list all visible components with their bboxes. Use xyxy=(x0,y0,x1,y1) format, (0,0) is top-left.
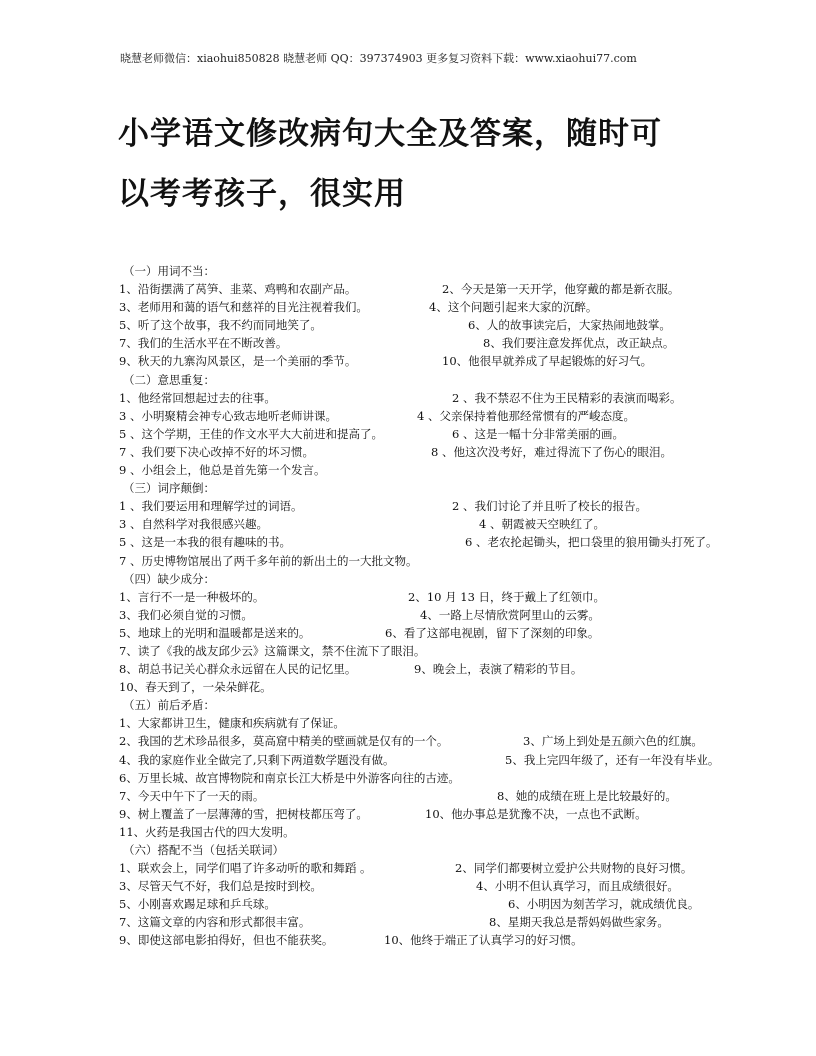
sentence-item: 7、今天中午下了一天的雨。 xyxy=(119,788,265,803)
section-heading: （四）缺少成分： xyxy=(123,571,215,586)
text-line xyxy=(119,280,799,298)
text-line xyxy=(119,841,799,859)
sentence-item: 3、广场上到处是五颜六色的红旗。 xyxy=(523,734,703,749)
section-heading: （六）搭配不当（包括关联词） xyxy=(123,843,284,857)
sentence-item: 4、我的家庭作业全做完了,只剩下两道数学题没有做。 xyxy=(119,752,395,767)
section-heading: （三）词序颠倒： xyxy=(123,481,215,496)
sentence-item: 3 、小明聚精会神专心致志地听老师讲课。 xyxy=(119,408,337,423)
text-line xyxy=(119,533,799,551)
sentence-item: 3、尽管天气不好，我们总是按时到校。 xyxy=(119,879,322,894)
text-line xyxy=(119,624,799,642)
text-line xyxy=(119,913,799,931)
sentence-item: 7、我们的生活水平在不断改善。 xyxy=(119,336,288,351)
text-line xyxy=(119,931,799,949)
text-line xyxy=(119,262,799,280)
sentence-item: 8、我们要注意发挥优点，改正缺点。 xyxy=(483,336,675,351)
text-line xyxy=(119,751,799,769)
section-heading: （二）意思重复： xyxy=(123,372,215,387)
text-line xyxy=(119,316,799,334)
text-line xyxy=(119,515,799,533)
sentence-item: 8、星期天我总是帮妈妈做些家务。 xyxy=(489,915,669,930)
sentence-item: 2、10 月 13 日，终于戴上了红领巾。 xyxy=(408,589,606,604)
sentence-item: 4、一路上尽情欣赏阿里山的云雾。 xyxy=(420,607,600,622)
sentence-item: 5 、这是一本我的很有趣味的书。 xyxy=(119,535,291,550)
sentence-item: 9、即使这部电影拍得好，但也不能获奖。 xyxy=(119,933,334,948)
sentence-item: 6、人的故事读完后，大家热闹地鼓掌。 xyxy=(468,318,671,333)
document-title xyxy=(118,104,718,224)
text-line xyxy=(119,823,799,841)
sentence-item: 9、晚会上，表演了精彩的节目。 xyxy=(414,662,583,677)
sentence-item: 6、小明因为刻苦学习，就成绩优良。 xyxy=(508,897,700,912)
sentence-item: 4 、朝霞被天空映红了。 xyxy=(479,517,605,532)
text-line xyxy=(119,334,799,352)
sentence-item: 2 、我们讨论了并且听了校长的报告。 xyxy=(452,499,647,514)
sentence-item: 10、春天到了，一朵朵鲜花。 xyxy=(119,680,272,695)
sentence-item: 10、他办事总是犹豫不决，一点也不武断。 xyxy=(425,806,647,821)
sentence-item: 2、同学们都要树立爱护公共财物的良好习惯。 xyxy=(455,861,693,876)
sentence-item: 4 、父亲保持着他那经常惯有的严峻态度。 xyxy=(417,408,635,423)
text-line xyxy=(119,877,799,895)
text-line xyxy=(119,787,799,805)
sentence-item: 5 、这个学期，王佳的作文水平大大前进和提高了。 xyxy=(119,426,383,441)
sentence-item: 7 、历史博物馆展出了两千多年前的新出土的一大批文物。 xyxy=(119,553,418,568)
sentence-item: 4、这个问题引起来大家的沉醉。 xyxy=(429,300,598,315)
text-line xyxy=(119,714,799,732)
sentence-item: 6、万里长城、故宫博物院和南京长江大桥是中外游客向往的古迹。 xyxy=(119,770,460,785)
sentence-item: 8、她的成绩在班上是比较最好的。 xyxy=(497,788,677,803)
sentence-item: 6 、老农抡起锄头，把口袋里的狼用锄头打死了。 xyxy=(465,535,718,550)
text-line xyxy=(119,371,799,389)
sentence-item: 6 、这是一幅十分非常美丽的画。 xyxy=(452,426,624,441)
sentence-item: 9、树上覆盖了一层薄薄的雪，把树枝都压弯了。 xyxy=(119,806,368,821)
text-line xyxy=(119,895,799,913)
text-line xyxy=(119,660,799,678)
title-line-2: 以考考孩子，很实用 xyxy=(118,176,406,212)
sentence-item: 11、火药是我国古代的四大发明。 xyxy=(119,824,295,839)
text-line xyxy=(119,805,799,823)
sentence-item: 5、听了这个故事，我不约而同地笑了。 xyxy=(119,318,322,333)
text-line xyxy=(119,678,799,696)
sentence-item: 1、大家都讲卫生，健康和疾病就有了保证。 xyxy=(119,716,345,731)
sentence-item: 7、读了《我的战友邱少云》这篇课文，禁不住流下了眼泪。 xyxy=(119,643,426,658)
text-line xyxy=(119,552,799,570)
sentence-item: 7 、我们要下决心改掉不好的坏习惯。 xyxy=(119,444,314,459)
text-line xyxy=(119,389,799,407)
sentence-item: 8、胡总书记关心群众永远留在人民的记忆里。 xyxy=(119,662,357,677)
text-line xyxy=(119,461,799,479)
text-line xyxy=(119,588,799,606)
section-heading: （一）用词不当： xyxy=(123,264,215,278)
text-line xyxy=(119,479,799,497)
sentence-item: 1、沿街摆满了莴笋、韭菜、鸡鸭和农副产品。 xyxy=(119,282,357,297)
text-line xyxy=(119,859,799,877)
sentence-item: 10、他很早就养成了早起锻炼的好习气。 xyxy=(442,354,653,369)
text-line xyxy=(119,298,799,316)
sentence-item: 7、这篇文章的内容和形式都很丰富。 xyxy=(119,915,311,930)
text-line xyxy=(119,696,799,714)
sentence-item: 5、地球上的光明和温暖都是送来的。 xyxy=(119,625,311,640)
text-line xyxy=(119,443,799,461)
sentence-item: 3 、自然科学对我很感兴趣。 xyxy=(119,517,268,532)
sentence-item: 5、我上完四年级了，还有一年没有毕业。 xyxy=(505,752,720,767)
sentence-item: 1、言行不一是一种极坏的。 xyxy=(119,589,265,604)
sentence-item: 1、他经常回想起过去的往事。 xyxy=(119,390,276,405)
sentence-item: 10、他终于端正了认真学习的好习惯。 xyxy=(384,933,583,948)
text-line xyxy=(119,570,799,588)
text-line xyxy=(119,732,799,750)
page-header: 晓慧老师微信：xiaohui850828 晓慧老师 QQ：397374903 更多复习资料下载：www.xiaohui77.com xyxy=(120,52,637,65)
text-line xyxy=(119,497,799,515)
text-line xyxy=(119,769,799,787)
text-line xyxy=(119,425,799,443)
sentence-item: 2、今天是第一天开学，他穿戴的都是新衣服。 xyxy=(442,282,680,297)
sentence-item: 1 、我们要运用和理解学过的词语。 xyxy=(119,499,303,514)
sentence-item: 5、小刚喜欢踢足球和乒乓球。 xyxy=(119,897,276,912)
section-heading: （五）前后矛盾： xyxy=(123,698,215,713)
sentence-item: 1、联欢会上，同学们唱了许多动听的歌和舞蹈 。 xyxy=(119,861,372,876)
sentence-item: 9、秋天的九寨沟风景区，是一个美丽的季节。 xyxy=(119,354,357,369)
sentence-item: 3、老师用和蔼的语气和慈祥的目光注视着我们。 xyxy=(119,300,368,315)
sentence-item: 3、我们必须自觉的习惯。 xyxy=(119,607,253,622)
text-line xyxy=(119,606,799,624)
document-body xyxy=(119,262,799,950)
text-line xyxy=(119,642,799,660)
text-line xyxy=(119,407,799,425)
sentence-item: 9 、小组会上，他总是首先第一个发言。 xyxy=(119,463,326,478)
sentence-item: 4、小明不但认真学习，而且成绩很好。 xyxy=(476,879,679,894)
text-line xyxy=(119,352,799,370)
title-line-1: 小学语文修改病句大全及答案，随时可 xyxy=(118,116,662,152)
sentence-item: 6、看了这部电视剧，留下了深刻的印象。 xyxy=(385,625,600,640)
sentence-item: 8 、他这次没考好，难过得流下了伤心的眼泪。 xyxy=(431,444,672,459)
sentence-item: 2、我国的艺术珍品很多，莫高窟中精美的壁画就是仅有的一个。 xyxy=(119,734,449,749)
sentence-item: 2 、我不禁忍不住为王民精彩的表演而喝彩。 xyxy=(452,390,682,405)
